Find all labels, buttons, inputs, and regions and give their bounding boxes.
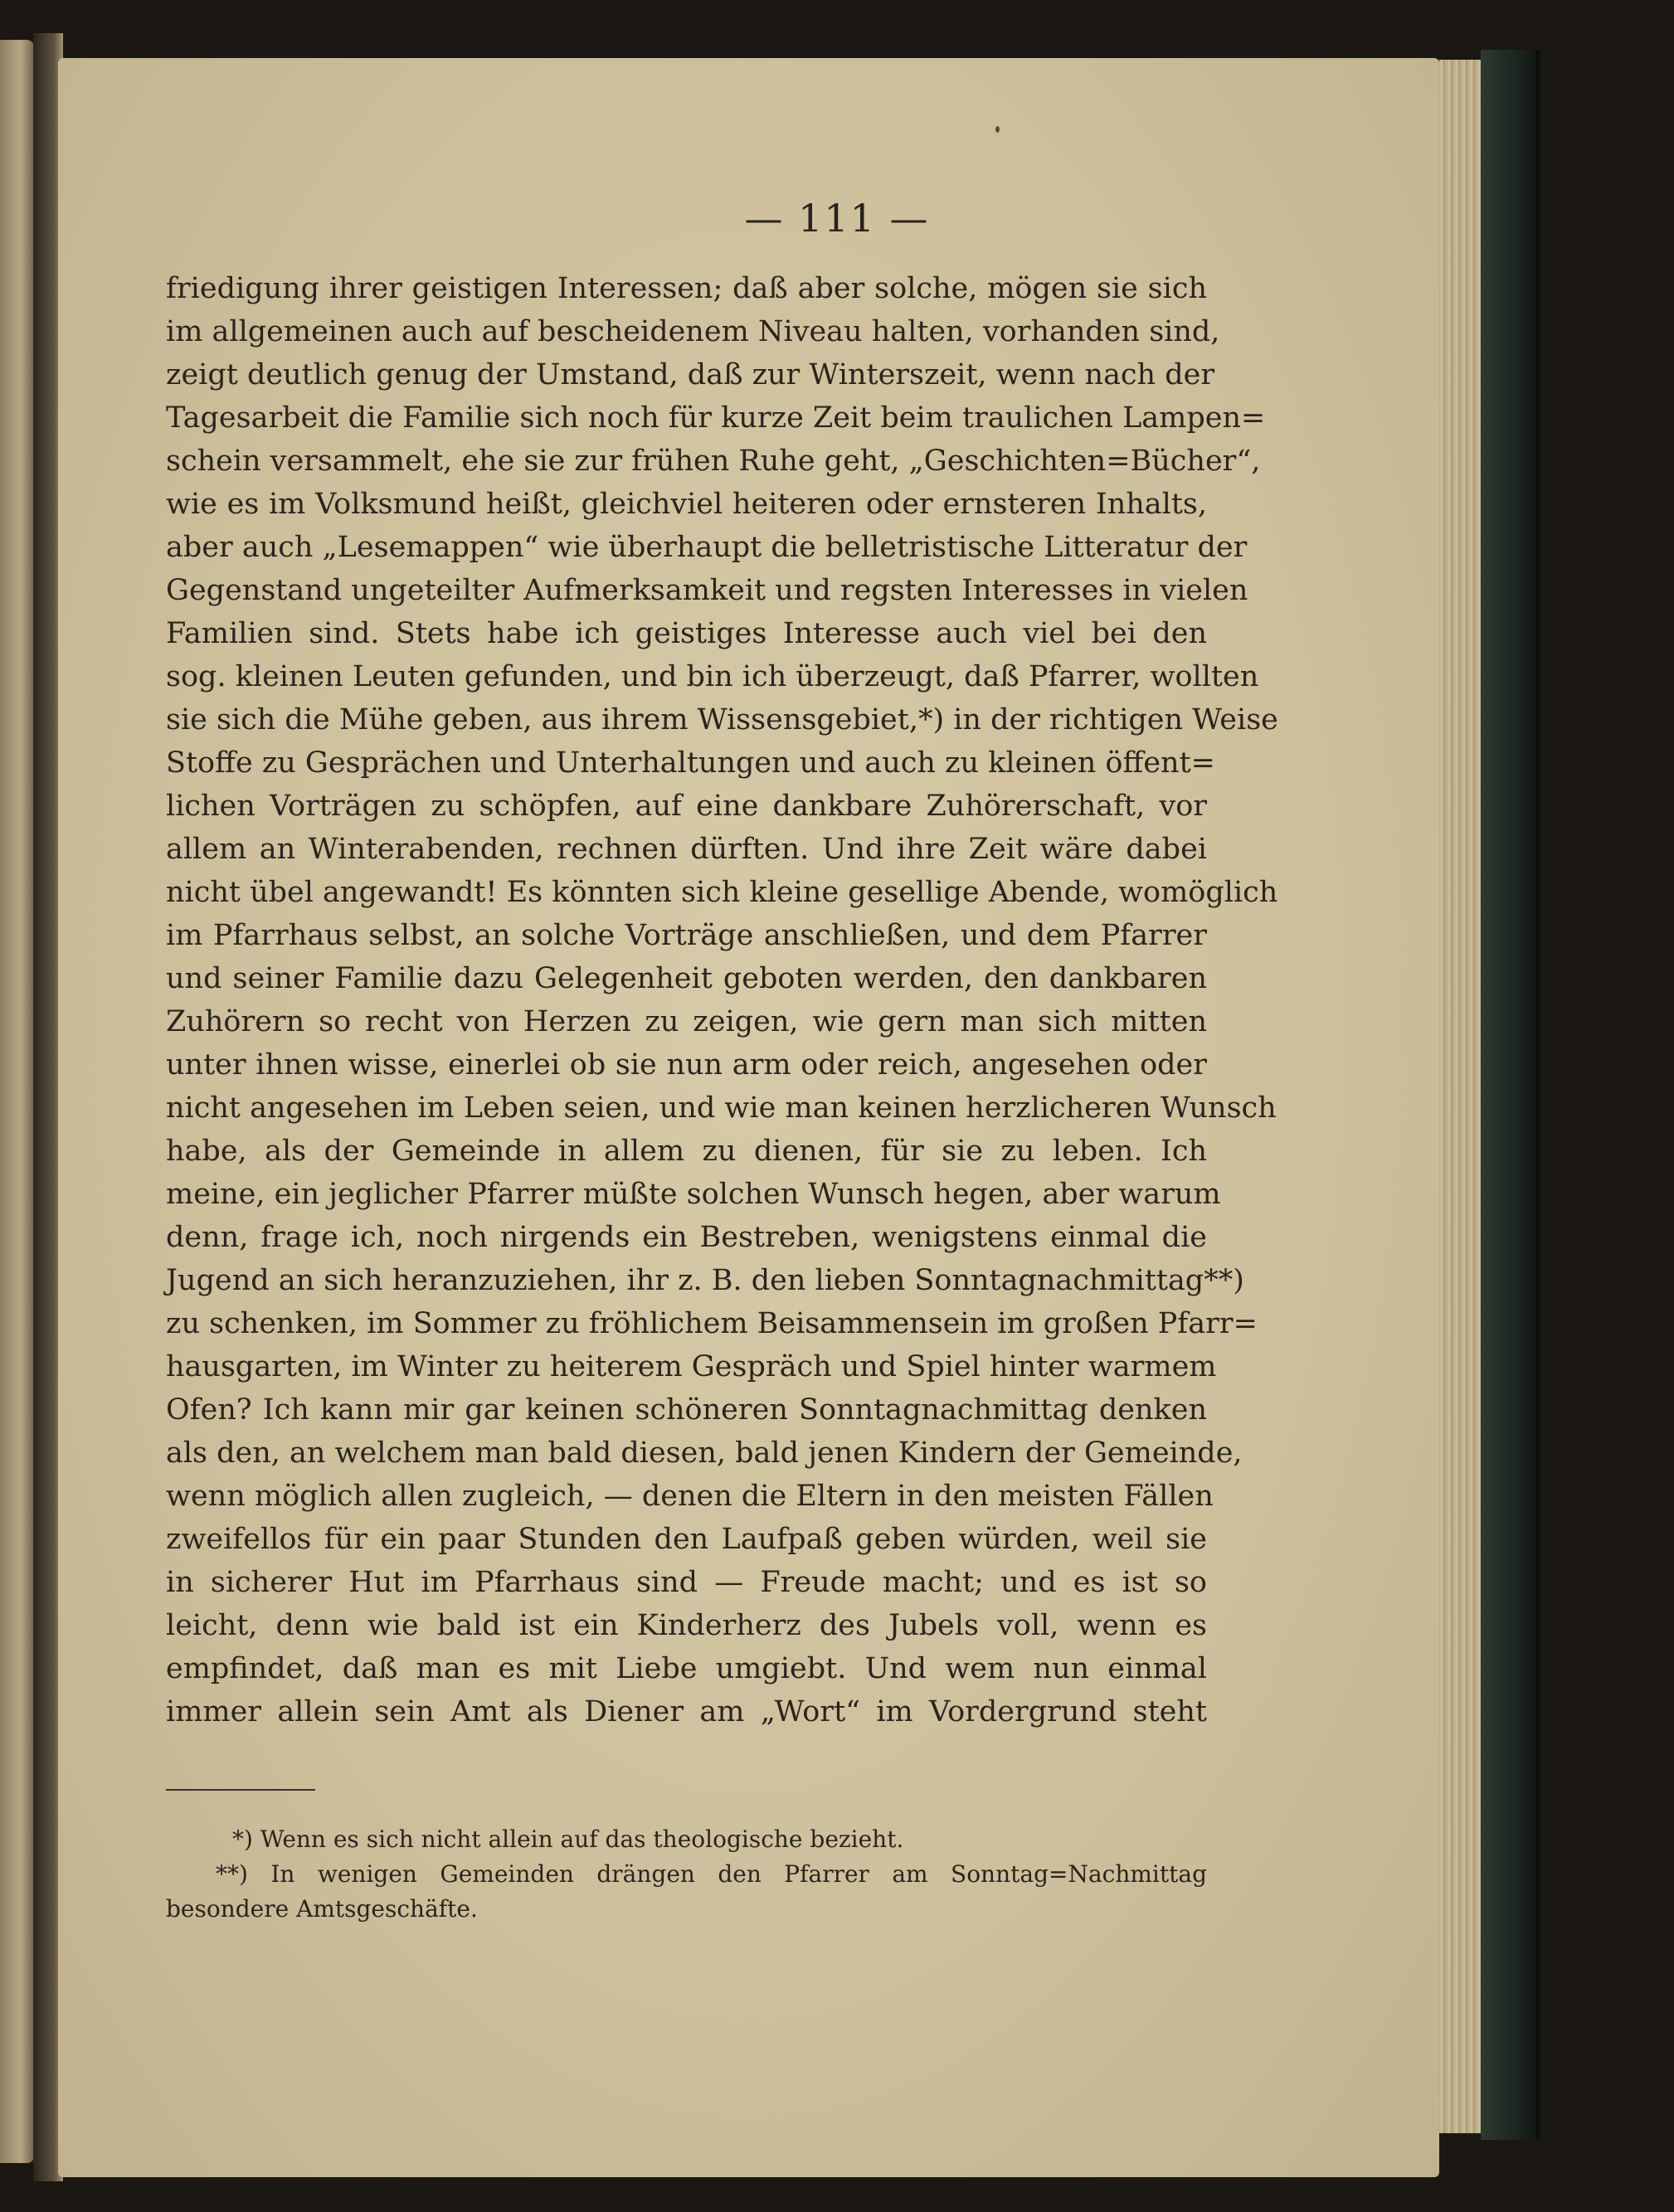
- ink-speck: [995, 126, 1000, 133]
- text-line: meine, ein jeglicher Pfarrer müßte solchen Wunsch hegen, aber warum: [166, 1178, 1221, 1211]
- footnote-rule: [166, 1789, 315, 1791]
- text-line: nicht übel angewandt! Es könnten sich kleine gesellige Abende, womöglich: [166, 876, 1278, 909]
- text-line: im Pfarrhaus selbst, an solche Vorträge anschließen, und dem Pfarrer: [166, 919, 1207, 952]
- text-line: unter ihnen wisse, einerlei ob sie nun arm oder reich, angesehen oder: [166, 1048, 1207, 1082]
- text-line: zu schenken, im Sommer zu fröhlichem Beisammensein im großen Pfarr=: [166, 1307, 1258, 1340]
- footnote-2: **) In wenigen Gemeinden drängen den Pfarrer am Sonntag=Nachmittag: [216, 1860, 1207, 1888]
- left-page-edge: [0, 40, 35, 2163]
- book-cover-edge: [1535, 50, 1540, 2140]
- text-line: als den, an welchem man bald diesen, bald jenen Kindern der Gemeinde,: [166, 1437, 1243, 1470]
- text-line: in sicherer Hut im Pfarrhaus sind — Freude macht; und es ist so: [166, 1566, 1207, 1599]
- text-line: hausgarten, im Winter zu heiterem Gespräch und Spiel hinter warmem: [166, 1350, 1217, 1383]
- text-line: Zuhörern so recht von Herzen zu zeigen, wie gern man sich mitten: [166, 1005, 1207, 1038]
- page-stack-edges: [1439, 60, 1481, 2133]
- text-line: empfindet, daß man es mit Liebe umgiebt. Und wem nun einmal: [166, 1652, 1207, 1685]
- text-line: und seiner Familie dazu Gelegenheit geboten werden, den dankbaren: [166, 962, 1207, 995]
- text-line: Tagesarbeit die Familie sich noch für kurze Zeit beim traulichen Lampen=: [166, 401, 1266, 435]
- book-cover: [1481, 50, 1535, 2140]
- text-line: zweifellos für ein paar Stunden den Laufpaß geben würden, weil sie: [166, 1523, 1207, 1556]
- text-line: leicht, denn wie bald ist ein Kinderherz des Jubels voll, wenn es: [166, 1609, 1207, 1642]
- page-number: — 111 —: [744, 196, 930, 241]
- text-line: Jugend an sich heranzuziehen, ihr z. B. den lieben Sonntagnachmittag**): [166, 1264, 1244, 1297]
- text-line: schein versammelt, ehe sie zur frühen Ruhe geht, „Geschichten=Bücher“,: [166, 445, 1261, 478]
- text-line: lichen Vorträgen zu schöpfen, auf eine dankbare Zuhörerschaft, vor: [166, 790, 1207, 823]
- footnote-2-continued: besondere Amtsgeschäfte.: [166, 1895, 478, 1923]
- text-line: sie sich die Mühe geben, aus ihrem Wissensgebiet,*) in der richtigen Weise: [166, 703, 1278, 737]
- text-line: habe, als der Gemeinde in allem zu dienen, für sie zu leben. Ich: [166, 1135, 1207, 1168]
- text-line: wenn möglich allen zugleich, — denen die Eltern in den meisten Fällen: [166, 1480, 1214, 1513]
- text-line: immer allein sein Amt als Diener am „Wort“ im Vordergrund steht: [166, 1695, 1207, 1728]
- body-text: [166, 267, 1278, 1733]
- text-line: Gegenstand ungeteilter Aufmerksamkeit und regsten Interesses in vielen: [166, 574, 1248, 607]
- text-line: im allgemeinen auch auf bescheidenem Niveau halten, vorhanden sind,: [166, 315, 1220, 348]
- text-line: denn, frage ich, noch nirgends ein Bestreben, wenigstens einmal die: [166, 1221, 1207, 1254]
- text-line: zeigt deutlich genug der Umstand, daß zur Winterszeit, wenn nach der: [166, 358, 1215, 391]
- footnotes: [166, 1822, 1207, 1927]
- text-line: Stoffe zu Gesprächen und Unterhaltungen und auch zu kleinen öffent=: [166, 746, 1215, 780]
- text-line: allem an Winterabenden, rechnen dürften. Und ihre Zeit wäre dabei: [166, 833, 1207, 866]
- text-line: wie es im Volksmund heißt, gleichviel heiteren oder ernsteren Inhalts,: [166, 488, 1207, 521]
- text-line: aber auch „Lesemappen“ wie überhaupt die belletristische Litteratur der: [166, 531, 1248, 564]
- text-line: Ofen? Ich kann mir gar keinen schöneren Sonntagnachmittag denken: [166, 1393, 1207, 1427]
- footnote-1: *) Wenn es sich nicht allein auf das theologische bezieht.: [232, 1826, 904, 1853]
- text-line: Familien sind. Stets habe ich geistiges Interesse auch viel bei den: [166, 617, 1207, 650]
- text-line: friedigung ihrer geistigen Interessen; daß aber solche, mögen sie sich: [166, 272, 1207, 305]
- text-line: nicht angesehen im Leben seien, und wie man keinen herzlicheren Wunsch: [166, 1091, 1277, 1125]
- text-line: sog. kleinen Leuten gefunden, und bin ich überzeugt, daß Pfarrer, wollten: [166, 660, 1259, 693]
